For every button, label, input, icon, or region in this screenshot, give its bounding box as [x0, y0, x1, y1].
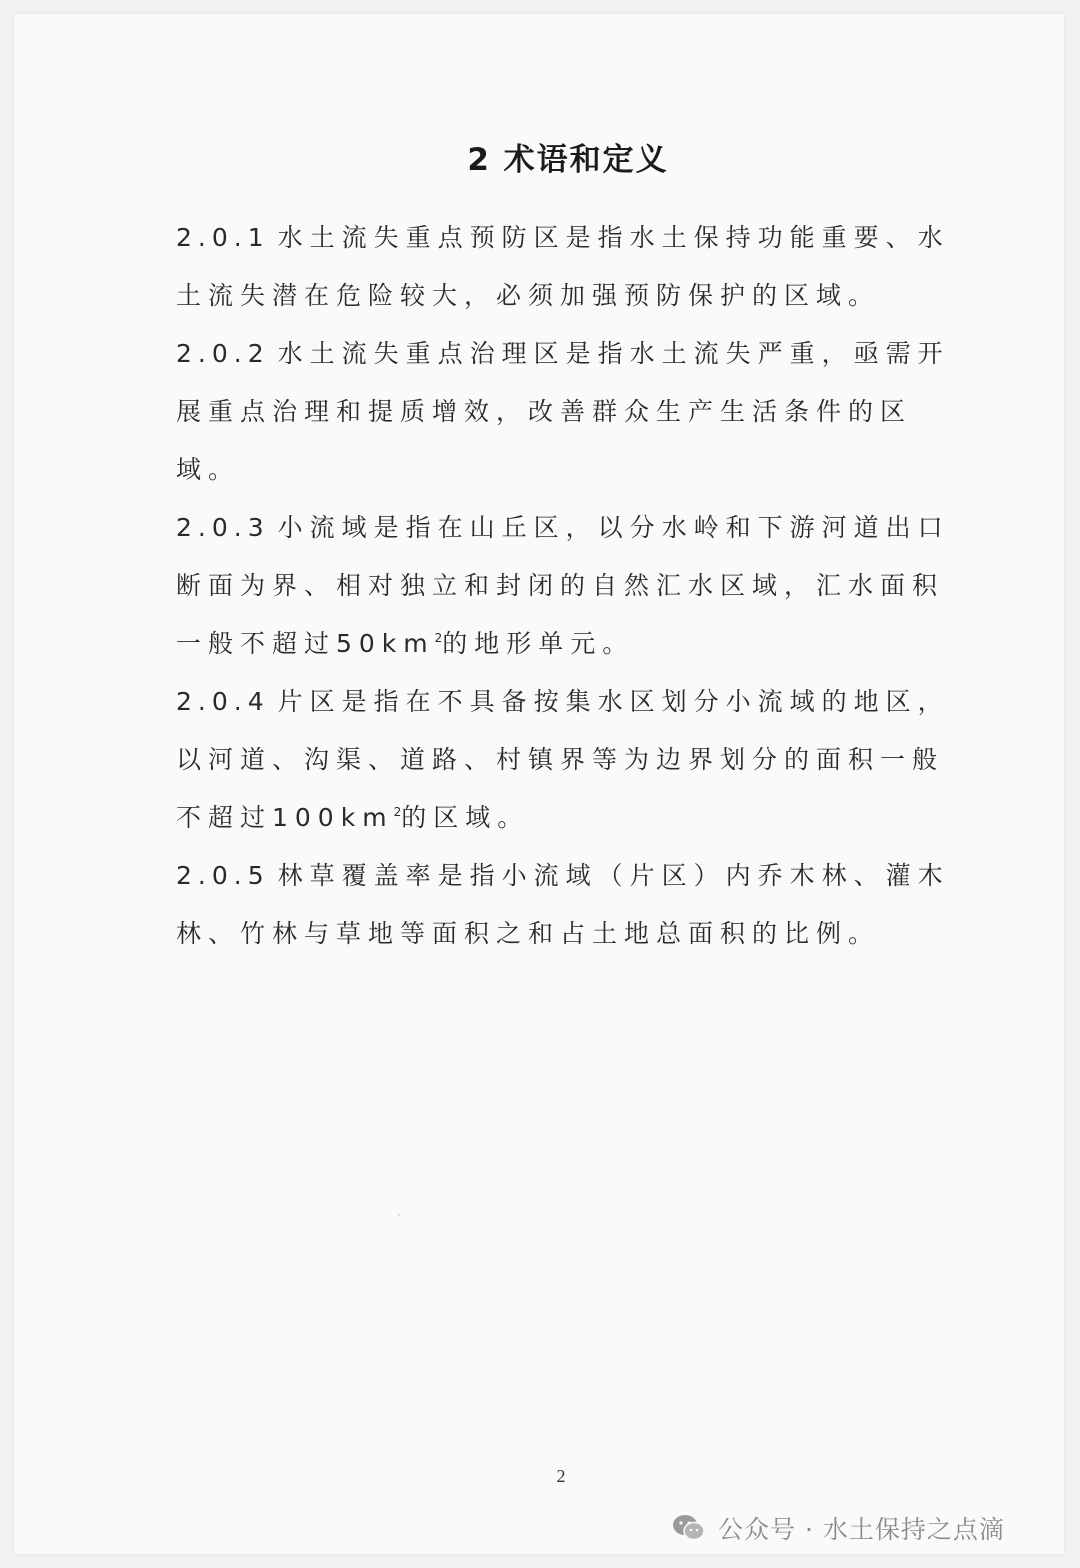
- clause-text: 小流域是指在山丘区，以分水岭和下游河道出口断面为界、相对独立和封闭的自然汇水区域，汇水面积一般不超过50km: [176, 513, 950, 658]
- clause-text: 片区是指在不具备按集水区划分小流域的地区，以河道、沟渠、道路、村镇界等为边界划分的面积一般不超过100km: [176, 687, 950, 832]
- clause-number: 2.0.2: [176, 339, 270, 368]
- clause-2-0-4: [176, 673, 966, 847]
- section-title: 2 术语和定义: [467, 142, 669, 178]
- clause-2-0-1: [176, 209, 966, 325]
- clause-2-0-3: [176, 499, 966, 673]
- clause-text: 林草覆盖率是指小流域（片区）内乔木林、灌木林、竹林与草地等面积之和占土地总面积的比例。: [176, 861, 950, 948]
- page-number: 2: [556, 1466, 566, 1486]
- watermark-text: 公众号 · 水土保持之点滴: [718, 1515, 1005, 1544]
- clause-2-0-2: [176, 325, 966, 499]
- clause-text: 水土流失重点预防区是指水土保持功能重要、水土流失潜在危险较大，必须加强预防保护的区域。: [176, 223, 950, 310]
- document-page: [14, 14, 1064, 1554]
- scan-speck: [398, 1214, 400, 1216]
- superscript-2: 2: [434, 631, 443, 645]
- watermark: [672, 1508, 1005, 1548]
- superscript-2: 2: [393, 805, 402, 819]
- clause-text-end: 的地形单元。: [442, 629, 635, 658]
- clause-2-0-5: [176, 847, 966, 963]
- clause-number: 2.0.5: [176, 861, 270, 890]
- clause-text: 水土流失重点治理区是指水土流失严重，亟需开展重点治理和提质增效，改善群众生产生活条件的区域。: [176, 339, 950, 484]
- clause-number: 2.0.4: [176, 687, 270, 716]
- clause-text-end: 的区域。: [401, 803, 530, 832]
- clause-list: [176, 209, 966, 963]
- clause-number: 2.0.1: [176, 223, 270, 252]
- wechat-icon: [672, 1513, 706, 1543]
- clause-number: 2.0.3: [176, 513, 270, 542]
